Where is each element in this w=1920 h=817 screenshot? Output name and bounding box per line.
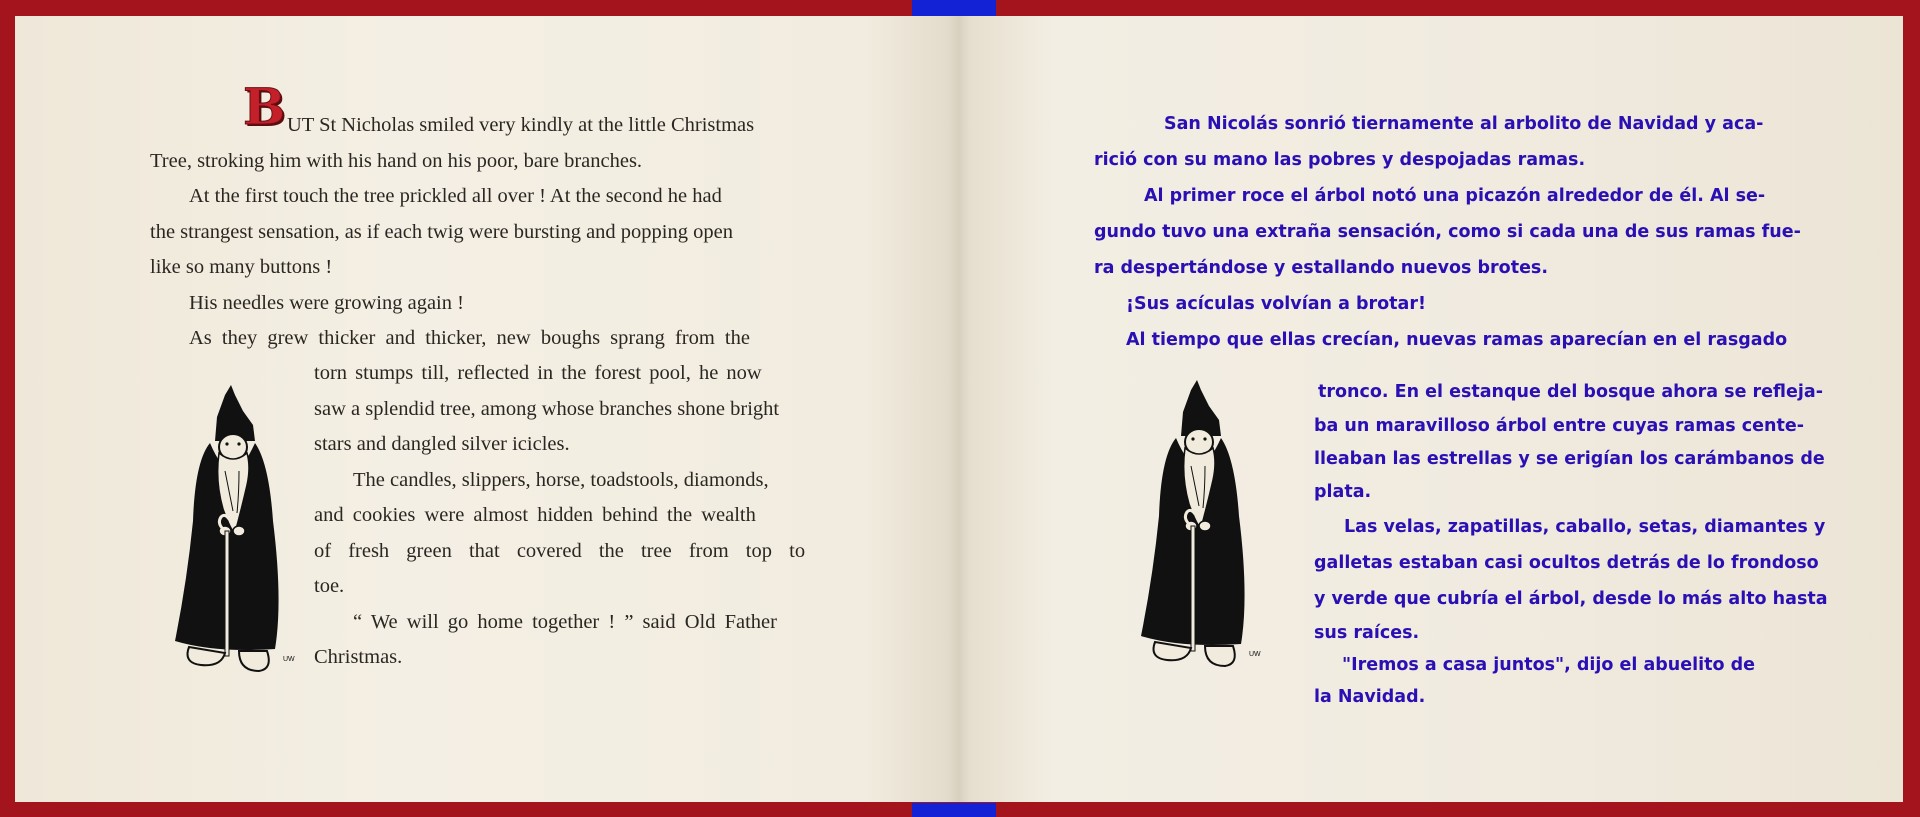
signature: UW (283, 656, 295, 663)
text-line: torn stumps till, reflected in the forest pool, he now (314, 362, 762, 384)
drop-cap: B (243, 77, 286, 136)
text-line: galletas estaban casi ocultos detrás de lo frondoso (1314, 553, 1819, 573)
father-christmas-illustration (1121, 376, 1281, 686)
text-line: la Navidad. (1314, 687, 1426, 707)
text-line: Al tiempo que ellas crecían, nuevas ramas aparecían en el rasgado (1126, 330, 1788, 350)
text-line: y verde que cubría el árbol, desde lo más alto hasta (1314, 589, 1828, 609)
text-line: The candles, slippers, horse, toadstools, diamonds, (353, 468, 769, 491)
text-line: plata. (1314, 482, 1372, 502)
text-line: Tree, stroking him with his hand on his poor, bare branches. (150, 149, 643, 172)
text-line: of fresh green that covered the tree from top to (314, 539, 806, 562)
father-christmas-illustration (155, 381, 315, 691)
text-line: tronco. En el estanque del bosque ahora se refleja- (1318, 382, 1823, 402)
signature: UW (1249, 651, 1261, 658)
book-spread (15, 16, 1903, 802)
binding-tab-top (912, 0, 996, 16)
text-line: At the first touch the tree prickled all over ! At the second he had (189, 185, 722, 207)
text-line: Las velas, zapatillas, caballo, setas, diamantes y (1344, 517, 1826, 537)
text-line: stars and dangled silver icicles. (314, 433, 570, 455)
text-line: ba un maravilloso árbol entre cuyas ramas cente- (1314, 416, 1804, 436)
text-line: "Iremos a casa juntos", dijo el abuelito de (1342, 655, 1756, 675)
english-text-block-b (314, 356, 805, 676)
right-page (959, 16, 1903, 802)
text-line: rició con su mano las pobres y despojadas ramas. (1094, 150, 1586, 170)
text-line: San Nicolás sonrió tiernamente al arbolito de Navidad y aca- (1164, 114, 1764, 134)
text-line: like so many buttons ! (150, 256, 333, 278)
text-line: ra despertándose y estallando nuevos brotes. (1094, 258, 1549, 278)
text-line: sus raíces. (1314, 623, 1420, 643)
left-page (15, 16, 959, 802)
spanish-text-block-a (1094, 106, 1801, 358)
text-line: Al primer roce el árbol notó una picazón alrededor de él. Al se- (1144, 186, 1766, 206)
text-line: lleaban las estrellas y se erigían los carámbanos de (1314, 449, 1825, 469)
text-line: the strangest sensation, as if each twig were bursting and popping open (150, 220, 733, 243)
text-line: gundo tuvo una extraña sensación, como si cada una de sus ramas fue- (1094, 222, 1801, 242)
text-line: and cookies were almost hidden behind the wealth (314, 504, 756, 526)
spanish-text-block-b (1314, 374, 1828, 713)
binding-tab-bottom (912, 803, 996, 817)
text-line: saw a splendid tree, among whose branches shone bright (314, 397, 780, 420)
text-line: toe. (314, 575, 345, 597)
text-line: ¡Sus acículas volvían a brotar! (1126, 294, 1426, 314)
text-line: Christmas. (314, 646, 403, 668)
english-text-block-a (150, 108, 754, 357)
text-line: “ We will go home together ! ” said Old Father (353, 610, 777, 633)
text-line: UT St Nicholas smiled very kindly at the little Christmas (287, 114, 755, 136)
text-line: As they grew thicker and thicker, new boughs sprang from the (189, 327, 750, 349)
text-line: His needles were growing again ! (189, 291, 464, 314)
